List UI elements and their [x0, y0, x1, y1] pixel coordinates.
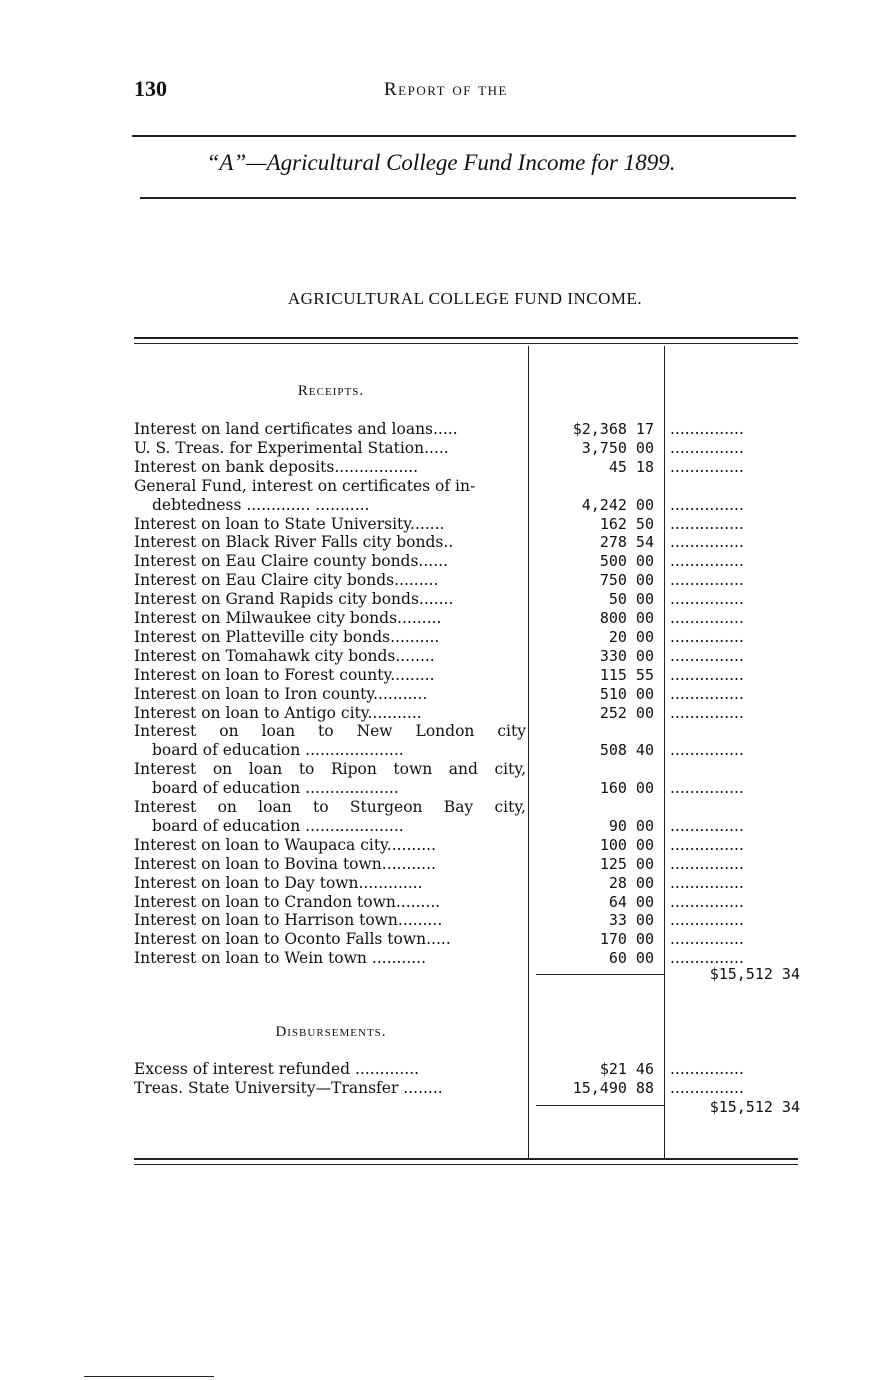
row-leader-dots: ...............: [670, 457, 744, 476]
row-amount: 3,750 00: [581, 438, 654, 457]
disbursements-subtotal-rule: [536, 1105, 664, 1106]
table-row: [0, 628, 882, 647]
page-number: 130: [134, 76, 167, 101]
receipts-subtotal-rule: [536, 974, 664, 975]
row-amount: 90 00: [608, 816, 654, 835]
row-amount: 750 00: [599, 571, 654, 590]
receipts-heading: Receipts.: [297, 383, 365, 399]
table-row: [0, 458, 882, 477]
row-leader-dots: ...............: [670, 552, 744, 571]
row-label: Interest on Eau Claire city bonds.........: [134, 571, 439, 590]
table-row: [0, 420, 882, 439]
table-bottom-rule: [134, 1158, 798, 1160]
row-amount: 160 00: [599, 779, 654, 798]
row-label: Interest on loan to Waupaca city..........: [134, 835, 437, 854]
row-amount: 170 00: [599, 930, 654, 949]
table-row: [0, 722, 882, 741]
row-amount: 20 00: [608, 627, 654, 646]
row-leader-dots: ...............: [670, 930, 744, 949]
table-row: [0, 552, 882, 571]
table-row: [0, 949, 882, 968]
table-caption: “A”—Agricultural College Fund Income for 1899.: [206, 150, 676, 175]
row-leader-dots: ...............: [670, 495, 744, 514]
row-leader-dots: ...............: [670, 816, 744, 835]
row-leader-dots: ...............: [670, 571, 744, 590]
row-amount: 252 00: [599, 703, 654, 722]
row-label: Interest on loan to Forest county.........: [134, 665, 435, 684]
table-top-rule: [134, 337, 798, 339]
row-amount: 800 00: [599, 609, 654, 627]
footer-rule: [84, 1376, 214, 1377]
row-leader-dots: ...............: [670, 873, 744, 892]
running-head: Report of the: [384, 79, 508, 100]
table-row: [0, 496, 882, 515]
table-row: [0, 874, 882, 893]
table-row: [0, 439, 882, 458]
disbursements-heading: Disbursements.: [275, 1024, 387, 1040]
row-amount: 100 00: [599, 835, 654, 854]
table-top-rule-inner: [134, 343, 798, 344]
row-leader-dots: ...............: [670, 741, 744, 760]
row-amount: 278 54: [599, 533, 654, 552]
row-leader-dots: ...............: [670, 835, 744, 854]
row-leader-dots: ...............: [670, 420, 744, 438]
receipts-total: $15,512 34: [709, 965, 800, 983]
table-row: [0, 533, 882, 552]
row-amount: $21 46: [599, 1060, 654, 1078]
row-label: General Fund, interest on certificates of in-: [134, 476, 476, 495]
table-row: [0, 817, 882, 836]
row-leader-dots: ...............: [670, 438, 744, 457]
row-amount: $2,368 17: [572, 420, 654, 438]
row-amount: 28 00: [608, 873, 654, 892]
table-row: [0, 779, 882, 798]
caption-bottom-rule: [140, 197, 796, 199]
row-amount: 330 00: [599, 646, 654, 665]
row-amount: 508 40: [599, 741, 654, 760]
row-label: Interest on loan to Antigo city...........: [134, 703, 422, 722]
table-row: [0, 685, 882, 704]
disbursements-total: $15,512 34: [709, 1098, 800, 1116]
row-amount: 64 00: [608, 892, 654, 911]
table-row: [0, 666, 882, 685]
row-amount: 45 18: [608, 457, 654, 476]
row-label: Interest on Platteville city bonds..........: [134, 627, 440, 646]
section-title: AGRICULTURAL COLLEGE FUND INCOME.: [287, 289, 643, 308]
table-row: [0, 798, 882, 817]
table-row: [0, 647, 882, 666]
row-label: Interest on Tomahawk city bonds........: [134, 646, 435, 665]
table-row: [0, 893, 882, 912]
row-leader-dots: ...............: [670, 533, 744, 552]
row-leader-dots: ...............: [670, 854, 744, 873]
row-leader-dots: ...............: [670, 514, 744, 533]
row-label: Interest on loan to Wein town ...........: [134, 949, 427, 968]
row-amount: 500 00: [599, 552, 654, 571]
table-row: [0, 609, 882, 628]
row-amount: 115 55: [599, 665, 654, 684]
row-label: Interest on loan to Day town.............: [134, 873, 423, 892]
row-amount: 162 50: [599, 514, 654, 533]
table-row: [0, 930, 882, 949]
table-row: [0, 855, 882, 874]
row-amount: 33 00: [608, 911, 654, 930]
row-label: board of education ....................: [152, 741, 404, 760]
row-label: Interest on loan to State University.......: [134, 514, 445, 533]
row-label: board of education ....................: [152, 816, 404, 835]
table-row: [0, 515, 882, 534]
row-label: debtedness ............. ...........: [152, 495, 370, 514]
row-label: Treas. State University—Transfer ........: [134, 1079, 443, 1097]
row-leader-dots: ...............: [670, 703, 744, 722]
row-label: Interest on Grand Rapids city bonds.......: [134, 590, 454, 609]
row-leader-dots: ...............: [670, 627, 744, 646]
row-label: U. S. Treas. for Experimental Station.....: [134, 438, 449, 457]
table-row: [0, 760, 882, 779]
row-amount: 125 00: [599, 854, 654, 873]
row-label: Interest on Milwaukee city bonds.........: [134, 609, 442, 627]
table-bottom-rule-inner: [134, 1164, 798, 1165]
table-row: [0, 1060, 882, 1079]
row-label: Interest on loan to Harrison town.........: [134, 911, 443, 930]
row-label: Excess of interest refunded .............: [134, 1060, 420, 1078]
row-leader-dots: ...............: [670, 1060, 744, 1078]
table-row: [0, 704, 882, 723]
row-leader-dots: ...............: [670, 590, 744, 609]
table-row: [0, 911, 882, 930]
row-label: Interest on bank deposits.................: [134, 457, 419, 476]
row-leader-dots: ...............: [670, 1079, 744, 1097]
row-amount: 60 00: [608, 949, 654, 968]
row-leader-dots: ...............: [670, 892, 744, 911]
row-label: board of education ...................: [152, 779, 399, 798]
row-leader-dots: ...............: [670, 779, 744, 798]
table-row: [0, 590, 882, 609]
row-leader-dots: ...............: [670, 646, 744, 665]
table-row: [0, 741, 882, 760]
table-row: [0, 1079, 882, 1098]
row-leader-dots: ...............: [670, 949, 744, 968]
row-amount: 50 00: [608, 590, 654, 609]
row-label: Interest on land certificates and loans.....: [134, 420, 458, 438]
row-leader-dots: ...............: [670, 684, 744, 703]
row-amount: 4,242 00: [581, 495, 654, 514]
row-label: Interest on loan to Sturgeon Bay city,: [134, 798, 526, 816]
caption-top-rule: [132, 135, 796, 137]
table-row: [0, 477, 882, 496]
row-label: Interest on loan to Crandon town.........: [134, 892, 441, 911]
row-label: Interest on loan to Iron county...........: [134, 684, 428, 703]
row-amount: 15,490 88: [572, 1079, 654, 1097]
row-leader-dots: ...............: [670, 609, 744, 627]
row-leader-dots: ...............: [670, 911, 744, 930]
row-label: Interest on loan to Bovina town...........: [134, 854, 436, 873]
row-label: Interest on loan to New London city: [134, 722, 526, 741]
row-label: Interest on Black River Falls city bonds..: [134, 533, 454, 552]
table-row: [0, 571, 882, 590]
table-row: [0, 836, 882, 855]
row-label: Interest on loan to Oconto Falls town.....: [134, 930, 451, 949]
row-label: Interest on Eau Claire county bonds......: [134, 552, 448, 571]
row-leader-dots: ...............: [670, 665, 744, 684]
row-label: Interest on loan to Ripon town and city,: [134, 760, 526, 779]
row-amount: 510 00: [599, 684, 654, 703]
